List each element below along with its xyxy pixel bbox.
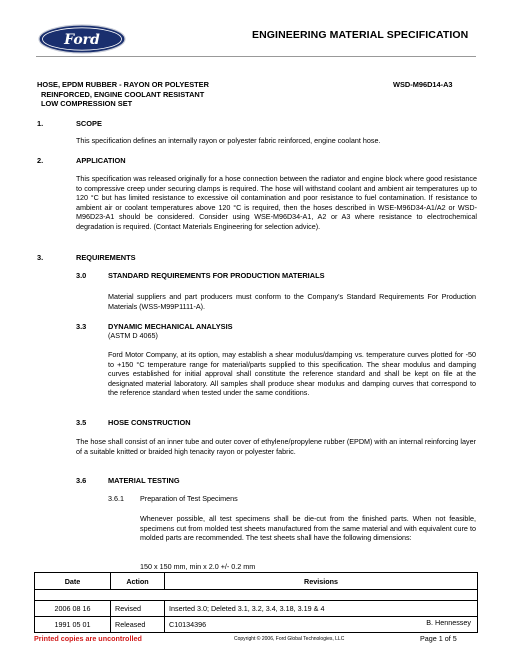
ford-logo-text: Ford [64, 32, 100, 48]
revision-text: C10134396 [169, 620, 207, 629]
revision-table [34, 572, 478, 633]
section-title-requirements: REQUIREMENTS [76, 253, 136, 262]
revision-table-header [35, 573, 478, 590]
section-3-3-subtitle: (ASTM D 4065) [108, 331, 158, 340]
column-header-revisions: Revisions [165, 573, 478, 590]
test-sheet-dimension: 150 x 150 mm, min x 2.0 +/- 0.2 mm [140, 562, 256, 571]
section-title-3-0: STANDARD REQUIREMENTS FOR PRODUCTION MATERIALS [108, 271, 325, 280]
page-number: Page 1 of 5 [420, 634, 457, 643]
section-title-3-3: DYNAMIC MECHANICAL ANALYSIS [108, 322, 233, 331]
section-3-0-text: Material suppliers and part producers must conform to the Company's Standard Requirements For Production Materials (WSS-M99P1111-A). [108, 292, 476, 311]
section-3-6-1-text: Whenever possible, all test specimens shall be die-cut from the finished parts. When not feasible, specimens cut from molded test sheets manufactured from the same material and with equivalent cure to molded parts are recommended. The test sheets shall have the following dimensions: [140, 514, 476, 542]
section-title-3-5: HOSE CONSTRUCTION [108, 418, 191, 427]
section-number-3-0: 3.0 [76, 271, 87, 280]
column-header-date: Date [35, 573, 111, 590]
material-title-line-3: LOW COMPRESSION SET [41, 99, 133, 109]
section-3-3-text: Ford Motor Company, at its option, may establish a shear modulus/damping vs. temperature curves plotted for -50 to +150 °C temperature range for material/parts supplied to this specification. The shear modulus and damping curves established for initial approval shall constitute the reference standard and shall be kept on file at the designated material laboratory. All samples shall produce shear modulus and damping curves that correspond to the reference standard when tested under the same conditions. [108, 350, 476, 397]
revision-description [165, 601, 478, 617]
section-number-requirements: 3. [37, 253, 44, 262]
revision-table-spacer [35, 590, 478, 601]
section-number-application: 2. [37, 156, 44, 165]
revision-action: Released [111, 617, 165, 633]
revision-text: Inserted 3.0; Deleted 3.1, 3.2, 3.4, 3.18, 3.19 & 4 [169, 604, 325, 613]
section-number-3-3: 3.3 [76, 322, 87, 331]
table-row [35, 617, 478, 633]
material-title-line-1: HOSE, EPDM RUBBER - RAYON OR POLYESTER [37, 80, 209, 89]
application-text: This specification was released originally for a hose connection between the radiator and engine block where good resistance to compressive creep under securing clamps is required. The hose will withstand coolant and ambient air temperatures up to 120 °C but has limited resistance to excessive oil contamination and poor resistance to fuel contamination. If resistance to ambient air or coolant temperatures above 120 °C is required, then the hoses described in WSE-M96D34-A1/A2 or WSD-M96D23-A1 should be considered. Consider using WSE-M96D34-A1, A2 or A3 where resistance to electrochemical degradation is required. (Contact Materials Engineering for selection advice). [76, 174, 477, 231]
section-title-application: APPLICATION [76, 156, 126, 165]
material-title [37, 80, 209, 109]
table-row [35, 601, 478, 617]
section-number-scope: 1. [37, 119, 44, 128]
section-title-3-6: MATERIAL TESTING [108, 476, 180, 485]
section-number-3-5: 3.5 [76, 418, 87, 427]
column-header-action: Action [111, 573, 165, 590]
document-title: ENGINEERING MATERIAL SPECIFICATION [252, 29, 469, 41]
scope-text: This specification defines an internally rayon or polyester fabric reinforced, engine coolant hose. [76, 136, 381, 145]
revision-date: 1991 05 01 [35, 617, 111, 633]
section-title-scope: SCOPE [76, 119, 102, 128]
revision-date: 2006 08 16 [35, 601, 111, 617]
revision-author: B. Hennessey [426, 618, 471, 627]
header-divider [36, 56, 476, 57]
material-title-line-2: REINFORCED, ENGINE COOLANT RESISTANT [41, 89, 205, 99]
section-3-5-text: The hose shall consist of an inner tube and outer cover of ethylene/propylene rubber (EPDM) with an internal reinforcing layer of a suitable knitted or braided high tenacity rayon or polyester fabric. [76, 437, 476, 456]
section-number-3-6-1: 3.6.1 [108, 494, 124, 503]
uncontrolled-copy-notice: Printed copies are uncontrolled [34, 634, 142, 643]
section-number-3-6: 3.6 [76, 476, 87, 485]
revision-action: Revised [111, 601, 165, 617]
ford-logo [38, 24, 126, 54]
copyright-notice: Copyright © 2006, Ford Global Technologies, LLC [234, 636, 345, 642]
spec-code: WSD-M96D14-A3 [393, 80, 453, 89]
revision-description [165, 617, 478, 633]
section-title-3-6-1: Preparation of Test Specimens [140, 494, 238, 503]
